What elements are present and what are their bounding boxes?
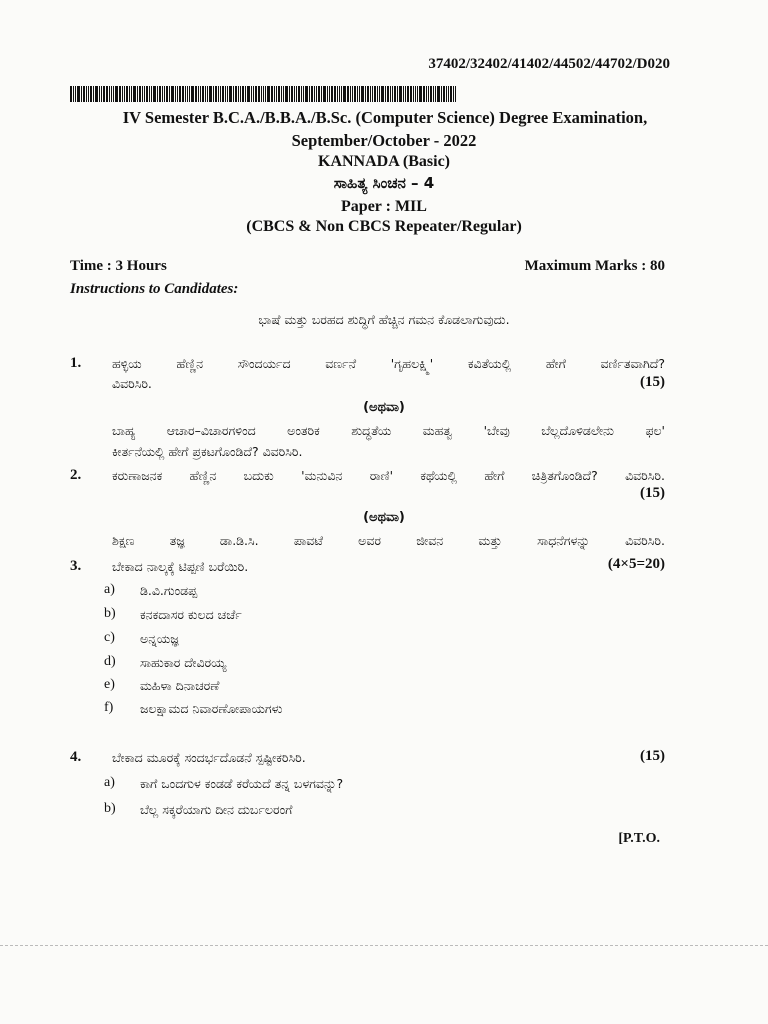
question-3-item-label: f) (104, 700, 114, 715)
barcode-bar (111, 86, 112, 102)
barcode-bar (146, 86, 148, 102)
barcode-bar (175, 86, 176, 102)
barcode-bar (109, 86, 110, 102)
barcode-bar (367, 86, 369, 102)
barcode-bar (311, 86, 313, 102)
question-3-item-text: ಡಿ.ವಿ.ಗುಂಡಪ್ಪ (140, 583, 198, 598)
question-3-number: 3. (70, 558, 82, 574)
barcode-bar (119, 86, 121, 102)
barcode-bar (419, 86, 422, 102)
exam-title: IV Semester B.C.A./B.B.A./B.Sc. (Computer Science) Degree Examination, (122, 108, 648, 127)
barcode-bar (417, 86, 418, 102)
barcode-bar (126, 86, 128, 102)
barcode-bar (189, 86, 190, 102)
barcode-bar (314, 86, 315, 102)
barcode-bar (433, 86, 434, 102)
barcode-bar (240, 86, 241, 102)
barcode-bar (350, 86, 351, 102)
barcode-bar (278, 86, 280, 102)
barcode-bar (113, 86, 114, 102)
barcode-bar (162, 86, 163, 102)
question-3-item-text: ಅನ್ನಯಜ್ಞ (140, 631, 179, 646)
barcode-bar (251, 86, 252, 102)
barcode-bar (245, 86, 246, 102)
barcode-bar (157, 86, 158, 102)
barcode-bar (75, 86, 76, 102)
barcode-bar (103, 86, 105, 102)
barcode-bar (139, 86, 141, 102)
question-3-item-label: e) (104, 677, 115, 692)
question-3-marks: (4×5=20) (607, 556, 665, 572)
barcode-bar (263, 86, 264, 102)
question-3-item-label: b) (104, 606, 116, 621)
instructions-label: Instructions to Candidates: (70, 281, 239, 297)
barcode-bar (305, 86, 308, 102)
barcode-bar (291, 86, 293, 102)
barcode-bar (137, 86, 138, 102)
barcode-bar (357, 86, 358, 102)
barcode-bar (131, 86, 132, 102)
barcode-bar (81, 86, 82, 102)
question-4-item-text: ಬೆಲ್ಲ ಸಕ್ಕರೆಯಾಗು ದೀನ ದುರ್ಬಲರಂಗೆ (140, 802, 293, 817)
question-3-item-label: c) (104, 630, 115, 645)
time-allowed: Time : 3 Hours (70, 258, 167, 274)
question-3-item-text: ಸಾಹುಕಾರ ದೇವಿರಯ್ಯ (140, 655, 227, 670)
barcode-bar (413, 86, 414, 102)
question-2-alt-line-1: ಶಿಕ್ಷಣ ತಜ್ಞ ಡಾ.ಡಿ.ಸಿ. ಪಾವಟೆ ಅವರ ಜೀವನ ಮತ್ತು ಸಾಧನೆಗಳನ್ನು ವಿವರಿಸಿರಿ. (112, 533, 665, 548)
barcode-bar (258, 86, 260, 102)
instructions-text: ಭಾಷೆ ಮತ್ತು ಬರಹದ ಶುದ್ಧಿಗೆ ಹೆಚ್ಚಿನ ಗಮನ ಕೊಡಲಾಗುವುದು. (258, 312, 510, 327)
barcode-bar (159, 86, 161, 102)
barcode-bar (423, 86, 425, 102)
barcode-bar (133, 86, 136, 102)
barcode-bar (129, 86, 130, 102)
barcode-bar (261, 86, 262, 102)
barcode-bar (405, 86, 406, 102)
barcode-bar (437, 86, 440, 102)
barcode-bar (426, 86, 427, 102)
barcode-bar (387, 86, 389, 102)
barcode-bar (301, 86, 302, 102)
barcode-bar (453, 86, 454, 102)
barcode-bar (90, 86, 92, 102)
barcode-bar (151, 86, 152, 102)
barcode-bar (242, 86, 244, 102)
barcode-bar (289, 86, 290, 102)
barcode-bar (142, 86, 143, 102)
barcode-bar (443, 86, 445, 102)
question-3-text: ಬೇಕಾದ ನಾಲ್ಕಕ್ಕೆ ಟಿಪ್ಪಣಿ ಬರೆಯಿರಿ. (112, 559, 249, 574)
barcode-bar (331, 86, 333, 102)
question-4-item-label: a) (104, 775, 115, 790)
barcode-bar (327, 86, 328, 102)
barcode-bar (377, 86, 378, 102)
question-3-item-text: ಜಲಕ್ಷಾಮದ ನಿವಾರಣೋಪಾಯಗಳು (140, 701, 283, 716)
barcode-bar (267, 86, 270, 102)
barcode-bar (329, 86, 330, 102)
question-1-alt-line-1: ಬಾಹ್ಯ ಆಚಾರ–ವಿಚಾರಗಳಿಂದ ಅಂತರಿಕ ಶುದ್ಧತೆಯ ಮಹತ್ವ 'ಬೇವು ಬೆಲ್ಲದೊಳಿಡಲೇನು ಫಲ' (112, 423, 665, 438)
barcode-bar (106, 86, 108, 102)
barcode-bar (99, 86, 100, 102)
barcode-bar (220, 86, 221, 102)
question-4-item-label: b) (104, 801, 116, 816)
barcode-bar (93, 86, 94, 102)
barcode-bar (435, 86, 436, 102)
barcode-bar (303, 86, 304, 102)
barcode-bar (233, 86, 234, 102)
barcode-bar (379, 86, 380, 102)
barcode-bar (182, 86, 184, 102)
barcode-bar (213, 86, 214, 102)
exam-session: September/October - 2022 (291, 131, 477, 150)
question-1-text-line-1: ಹಳ್ಳಿಯ ಹೆಣ್ಣಿನ ಸೌಂದರ್ಯದ ವರ್ಣನೆ 'ಗೃಹಲಕ್ಷ್ಮಿ' ಕವಿತೆಯಲ್ಲಿ ಹೇಗೆ ವರ್ಣಿತವಾಗಿದೆ? (112, 356, 665, 371)
barcode-bar (171, 86, 174, 102)
question-3-item-text: ಮಹಿಳಾ ದಿನಾಚರಣೆ (140, 678, 220, 693)
barcode-bar (187, 86, 188, 102)
paper-title: Paper : MIL (341, 198, 427, 215)
barcode-bar (337, 86, 338, 102)
barcode-bar (407, 86, 409, 102)
barcode-bar (88, 86, 89, 102)
question-3-item-label: a) (104, 582, 115, 597)
barcode-bar (218, 86, 219, 102)
barcode-bar (309, 86, 310, 102)
barcode-bar (354, 86, 356, 102)
barcode-bar (283, 86, 284, 102)
question-2-or: (ಅಥವಾ) (363, 510, 405, 525)
barcode-bar (205, 86, 206, 102)
question-2-number: 2. (70, 467, 82, 483)
question-4-item-text: ಕಾಗೆ ಒಂದಗುಳ ಕಂಡಡೆ ಕರೆಯದೆ ತನ್ನ ಬಳಗವನ್ನು? (140, 776, 344, 791)
barcode-bar (198, 86, 199, 102)
question-2-text-line-1: ಕರುಣಾಜನಕ ಹೆಣ್ಣಿನ ಬದುಕು 'ಮನುವಿನ ರಾಣಿ' ಕಥೆಯಲ್ಲಿ ಹೇಗೆ ಚಿತ್ರಿತಗೊಂಡಿದೆ? ವಿವರಿಸಿರಿ. (112, 468, 665, 483)
please-turn-over: [P.T.O. (618, 831, 660, 846)
barcode-bar (191, 86, 194, 102)
barcode-bar (298, 86, 300, 102)
barcode-bar (200, 86, 201, 102)
barcode-bar (323, 86, 326, 102)
barcode-bar (209, 86, 212, 102)
barcode-bar (334, 86, 336, 102)
barcode-bar (265, 86, 266, 102)
barcode-bar (390, 86, 391, 102)
barcode-bar (441, 86, 442, 102)
barcode-bar (169, 86, 170, 102)
barcode-bar (359, 86, 360, 102)
barcode-bar (238, 86, 239, 102)
barcode-bar (271, 86, 273, 102)
barcode-bar (144, 86, 145, 102)
barcode-bar (253, 86, 254, 102)
barcode-bar (185, 86, 186, 102)
barcode-bar (428, 86, 429, 102)
barcode-bar (347, 86, 349, 102)
question-4-text: ಬೇಕಾದ ಮೂರಕ್ಕೆ ಸಂದರ್ಭದೊಡನೆ ಸ್ಪಷ್ಟೀಕರಿಸಿರಿ. (112, 750, 306, 765)
barcode-bar (86, 86, 87, 102)
barcode-bar (247, 86, 250, 102)
barcode-bar (430, 86, 432, 102)
barcode-bar (229, 86, 232, 102)
maximum-marks: Maximum Marks : 80 (524, 258, 665, 274)
barcode-bar (101, 86, 102, 102)
course-title: ಸಾಹಿತ್ಯ ಸಿಂಚನ – 4 (333, 174, 435, 192)
barcode-bar (381, 86, 384, 102)
question-1-number: 1. (70, 355, 82, 371)
barcode-bar (370, 86, 371, 102)
barcode-bar (149, 86, 150, 102)
question-1-alt-line-2: ಕೀರ್ತನೆಯಲ್ಲಿ ಹೇಗೆ ಪ್ರಕಟಗೊಂಡಿದೆ? ವಿವರಿಸಿರಿ. (112, 444, 303, 459)
barcode-bar (365, 86, 366, 102)
question-2-marks: (15) (640, 485, 665, 501)
barcode-bar (83, 86, 85, 102)
barcode-bar (255, 86, 257, 102)
barcode-bar (397, 86, 398, 102)
barcode-bar (374, 86, 376, 102)
barcode-bar (179, 86, 181, 102)
question-1-marks: (15) (640, 374, 665, 390)
question-4-number: 4. (70, 749, 82, 765)
barcode-bar (410, 86, 412, 102)
barcode-bar (341, 86, 342, 102)
barcode-bar (95, 86, 98, 102)
barcode-bar (294, 86, 295, 102)
barcode-bar (215, 86, 217, 102)
question-4-marks: (15) (640, 748, 665, 764)
barcode-bar (296, 86, 297, 102)
barcode-bar (403, 86, 404, 102)
barcode-bar (225, 86, 226, 102)
barcode-bar (318, 86, 320, 102)
scheme-title: (CBCS & Non CBCS Repeater/Regular) (246, 218, 522, 235)
question-3-item-label: d) (104, 654, 116, 669)
barcode-bar (207, 86, 208, 102)
barcode-bar (415, 86, 416, 102)
scan-divider (0, 945, 768, 947)
barcode-bar (124, 86, 125, 102)
barcode-bar (77, 86, 80, 102)
barcode-bar (448, 86, 449, 102)
barcode-bar (122, 86, 123, 102)
barcode-bar (164, 86, 165, 102)
barcode-bar (235, 86, 237, 102)
barcode-bar (446, 86, 447, 102)
barcode-bar (227, 86, 228, 102)
barcode-bar (177, 86, 178, 102)
barcode-bar (70, 86, 72, 102)
question-3-item-text: ಕನಕದಾಸರ ಕುಲದ ಚರ್ಚೆ (140, 607, 242, 622)
barcode-bar (450, 86, 452, 102)
barcode-bar (372, 86, 373, 102)
barcode-bar (222, 86, 224, 102)
barcode-bar (73, 86, 74, 102)
barcode-bar (352, 86, 353, 102)
barcode-bar (394, 86, 396, 102)
barcode-bar (392, 86, 393, 102)
barcode-bar (285, 86, 288, 102)
barcode-bar (321, 86, 322, 102)
question-1-text-line-2: ವಿವರಿಸಿರಿ. (112, 376, 152, 391)
barcode-bar (115, 86, 118, 102)
question-1-or: (ಅಥವಾ) (363, 400, 405, 415)
barcode-bar (195, 86, 197, 102)
barcode-bar (339, 86, 340, 102)
barcode-bar (343, 86, 346, 102)
barcode-bar (316, 86, 317, 102)
barcode-bar (276, 86, 277, 102)
barcode-bar (455, 86, 456, 102)
barcode-bar (153, 86, 156, 102)
barcode-bar (399, 86, 402, 102)
barcode-bar (274, 86, 275, 102)
barcode-bar (281, 86, 282, 102)
barcode-bar (385, 86, 386, 102)
subject-title: KANNADA (Basic) (318, 153, 450, 170)
barcode-bar (202, 86, 204, 102)
paper-code: 37402/32402/41402/44502/44702/D020 (428, 56, 670, 72)
barcode (70, 86, 460, 102)
barcode-bar (166, 86, 168, 102)
barcode-bar (361, 86, 364, 102)
